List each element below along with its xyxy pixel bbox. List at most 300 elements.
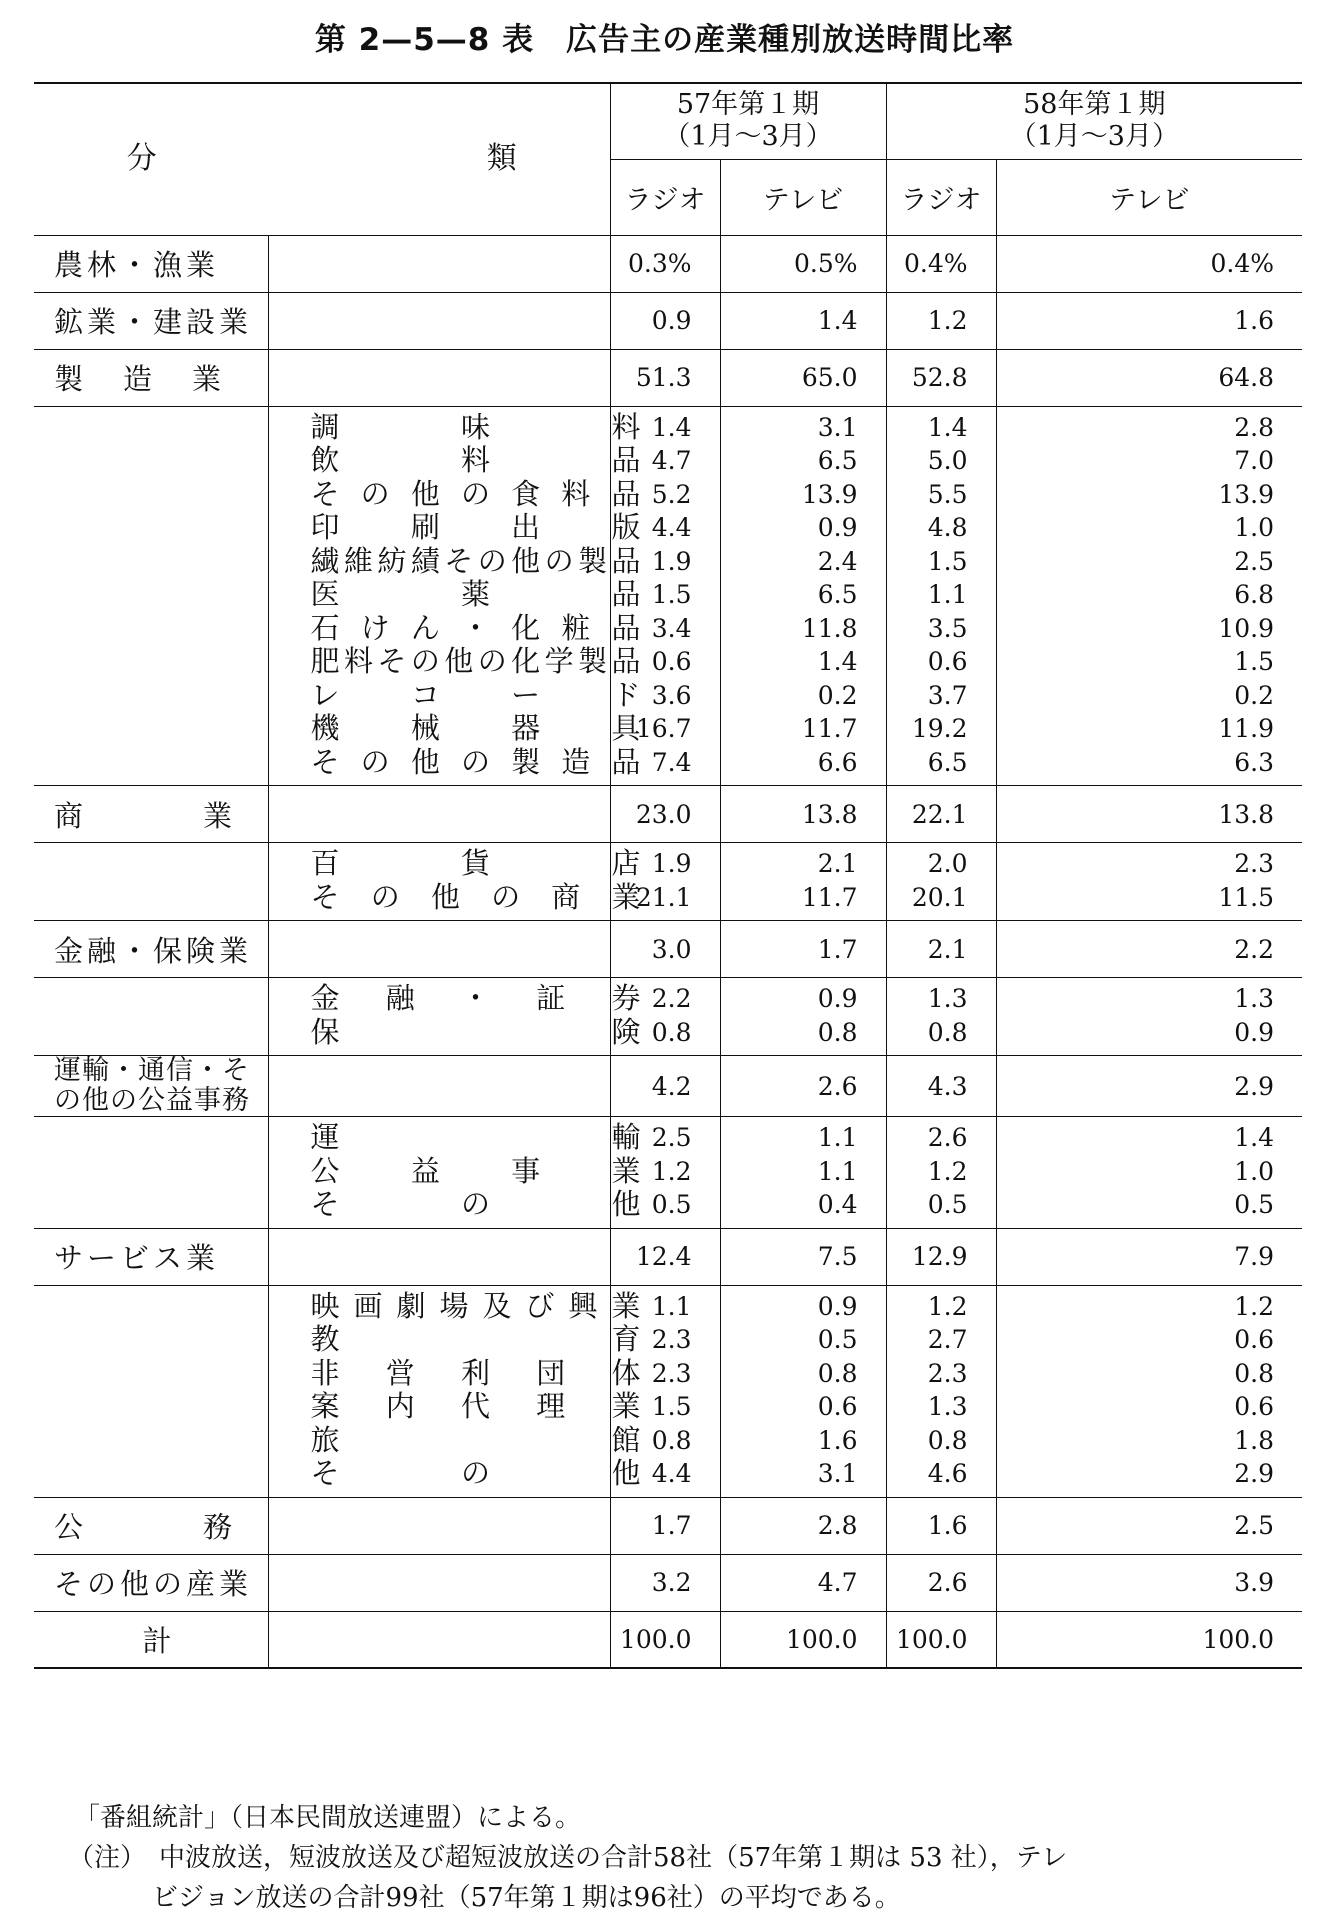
subcategory-char: 品 <box>611 644 641 678</box>
subcategory-char: 保 <box>310 1014 340 1049</box>
header-period-58 <box>886 83 1302 159</box>
value-cell: 1.3 <box>927 984 968 1013</box>
value-cell: 0.4% <box>886 235 996 292</box>
subcategory-char: 商 <box>551 879 581 914</box>
subcategory-char: 印 <box>310 510 340 544</box>
subcategory-char: 理 <box>536 1389 566 1423</box>
subcategory-item <box>311 612 641 646</box>
subcategory-char: 品 <box>611 610 641 645</box>
subcategory-item <box>311 444 641 478</box>
category-label: 農林・漁業 <box>54 248 220 282</box>
table-row <box>34 1554 1302 1611</box>
category-label: サービス業 <box>54 1241 220 1275</box>
subcategory-char: 料 <box>343 644 373 678</box>
subcategory-values <box>886 406 996 786</box>
subcategory-list <box>268 1117 641 1229</box>
value-cell: 1.5 <box>651 580 692 609</box>
subcategory-char: 化 <box>511 644 541 678</box>
value-cell: 2.6 <box>886 1554 996 1611</box>
subcategory-char: 興 <box>568 1288 598 1323</box>
subcategory-item <box>311 1016 641 1050</box>
subcategory-char: 品 <box>611 476 641 511</box>
subcategory-char: 利 <box>460 1355 490 1390</box>
category-label: 金融・保険業 <box>54 933 253 968</box>
value-cell: 7.9 <box>996 1228 1302 1285</box>
subcategory-item <box>311 881 641 915</box>
table-row <box>34 1611 1302 1668</box>
subcategory-item <box>311 712 641 746</box>
header-classification: 分 類 <box>126 141 517 177</box>
value-cell: 6.3 <box>1234 747 1275 777</box>
value-cell: 1.8 <box>1234 1425 1275 1455</box>
value-cell: 65.0 <box>720 349 886 406</box>
value-cell: 2.3 <box>1234 849 1275 878</box>
subcategory-char: ・ <box>460 610 490 645</box>
value-cell: 1.4 <box>720 292 886 349</box>
value-cell: 0.9 <box>1234 1017 1275 1047</box>
value-cell: 0.8 <box>927 1017 968 1047</box>
category-label: その他の産業 <box>54 1567 253 1601</box>
header-period-57 <box>610 83 886 159</box>
subcategory-char: 公 <box>310 1153 340 1188</box>
value-cell: 0.4 <box>817 1190 858 1219</box>
category-name <box>34 235 268 292</box>
value-cell: 0.5 <box>1234 1190 1275 1219</box>
subcategory-item <box>311 1390 641 1424</box>
value-cell: 13.9 <box>1218 479 1275 509</box>
subcategory-char: 業 <box>611 1288 641 1323</box>
category-name <box>34 292 268 349</box>
subcategory-item <box>311 1290 641 1324</box>
subcategory-char: の <box>370 879 400 914</box>
value-cell: 2.3 <box>651 1325 692 1354</box>
subcategory-char: 料 <box>460 443 490 477</box>
subcategory-char: 業 <box>611 1153 641 1188</box>
subcategory-char: 石 <box>310 610 340 645</box>
value-cell: 2.0 <box>927 849 968 878</box>
subcategory-item <box>311 1323 641 1357</box>
subcategory-char: 業 <box>611 1389 641 1423</box>
value-cell: 1.2 <box>651 1156 692 1186</box>
subcategory-item <box>311 679 641 713</box>
value-cell: 1.1 <box>817 1123 858 1152</box>
subcategory-char: 益 <box>410 1153 440 1188</box>
subcategory-char: 店 <box>611 846 641 880</box>
table-row <box>34 1497 1302 1554</box>
subcategory-values <box>996 978 1302 1056</box>
value-cell: 0.5% <box>720 235 886 292</box>
subcategory-char: 百 <box>310 846 340 880</box>
category-name <box>34 1554 268 1611</box>
subcategory-char: 他 <box>410 476 440 511</box>
subcategory-char: の <box>544 543 574 578</box>
subcategory-char: 案 <box>310 1389 340 1423</box>
category-name <box>34 1228 268 1285</box>
subcategory-cell <box>268 1228 610 1285</box>
subcategory-char: 造 <box>561 744 591 779</box>
subcategory-values <box>996 1117 1302 1229</box>
value-cell: 2.7 <box>927 1325 968 1354</box>
value-cell: 13.8 <box>720 786 886 843</box>
value-cell: 1.5 <box>651 1392 692 1421</box>
value-cell: 1.5 <box>1234 647 1275 676</box>
subcategory-char: 具 <box>611 711 641 745</box>
subcategory-char: 製 <box>578 543 608 578</box>
subcategory-item <box>311 645 641 679</box>
value-cell: 4.4 <box>651 1459 692 1488</box>
subcategory-char: 非 <box>310 1355 340 1390</box>
subcategory-item <box>311 411 641 445</box>
subcategory-char: の <box>460 1456 490 1490</box>
value-cell: 1.7 <box>610 1497 720 1554</box>
subcategory-spacer <box>34 843 268 921</box>
value-cell: 2.2 <box>996 921 1302 978</box>
subcategory-char: 学 <box>544 644 574 678</box>
value-cell: 0.6 <box>651 647 692 676</box>
value-cell: 0.2 <box>817 680 858 710</box>
subcategory-char: 品 <box>611 543 641 578</box>
value-cell: 6.5 <box>817 446 858 475</box>
value-cell: 6.5 <box>927 747 968 777</box>
subcategory-char: ー <box>511 677 541 712</box>
value-cell: 1.1 <box>927 580 968 609</box>
subcategory-char: 維 <box>343 543 373 578</box>
value-cell: 1.6 <box>886 1497 996 1554</box>
value-cell: 1.1 <box>651 1291 692 1321</box>
subcategory-char: 械 <box>410 711 440 745</box>
value-cell: 1.1 <box>817 1156 858 1186</box>
category-label: 運輸・通信・その他の公益事務 <box>54 1055 250 1116</box>
subcategory-values <box>996 1285 1302 1497</box>
value-cell: 19.2 <box>911 714 968 743</box>
value-cell: 2.3 <box>927 1358 968 1388</box>
table-row <box>34 786 1302 843</box>
value-cell: 7.5 <box>720 1228 886 1285</box>
subcategory-char: 業 <box>611 879 641 914</box>
value-cell: 3.1 <box>817 412 858 442</box>
subcategory-spacer <box>34 1285 268 1497</box>
subcategory-item <box>311 1357 641 1391</box>
value-cell: 6.5 <box>817 580 858 609</box>
value-cell: 2.4 <box>817 546 858 576</box>
subcategory-item <box>311 1424 641 1458</box>
subcategory-char: 調 <box>310 409 340 444</box>
header-media-57-tv: テレビ <box>720 159 886 235</box>
value-cell: 2.9 <box>996 1056 1302 1117</box>
value-cell: 1.2 <box>1234 1291 1275 1321</box>
value-cell: 1.4 <box>651 412 692 442</box>
table-body <box>34 83 1302 1668</box>
subcategory-char: 医 <box>310 577 340 611</box>
value-cell: 0.8 <box>817 1017 858 1047</box>
value-cell: 0.6 <box>1234 1392 1275 1421</box>
subcategory-values <box>996 843 1302 921</box>
value-cell: 22.1 <box>886 786 996 843</box>
value-cell: 4.4 <box>651 513 692 542</box>
subcategory-values <box>720 1285 886 1497</box>
subcategory-char: 化 <box>511 610 541 645</box>
subcategory-values <box>886 1285 996 1497</box>
subcategory-list <box>268 1285 641 1497</box>
category-name <box>34 349 268 406</box>
value-cell: 2.1 <box>817 849 858 878</box>
value-cell: 21.1 <box>635 882 692 912</box>
subcategory-char: の <box>360 476 390 511</box>
subcategory-char: 製 <box>511 744 541 779</box>
header-media-58-tv: テレビ <box>996 159 1302 235</box>
subcategory-char: 代 <box>460 1389 490 1423</box>
value-cell: 1.3 <box>927 1392 968 1421</box>
subcategory-char: 場 <box>439 1288 469 1323</box>
subcategory-char: 製 <box>578 644 608 678</box>
subcategory-char: の <box>477 543 507 578</box>
value-cell: 7.0 <box>1234 446 1275 475</box>
subcategory-char: 品 <box>611 744 641 779</box>
value-cell: 12.9 <box>886 1228 996 1285</box>
subcategory-block <box>34 406 1302 786</box>
subcategory-char: 他 <box>410 744 440 779</box>
value-cell: 6.8 <box>1234 580 1275 609</box>
subcategory-char: 機 <box>310 711 340 745</box>
value-cell: 11.7 <box>801 882 858 912</box>
value-cell: 64.8 <box>996 349 1302 406</box>
subcategory-char: 肥 <box>310 644 340 678</box>
category-label: 公務 <box>54 1510 353 1544</box>
subcategory-char: レ <box>310 677 340 712</box>
value-cell: 0.2 <box>1234 680 1275 710</box>
subcategory-char: 出 <box>511 510 541 544</box>
subcategory-values <box>886 843 996 921</box>
subcategory-char: の <box>460 1187 490 1221</box>
value-cell: 1.0 <box>1234 1156 1275 1186</box>
subcategory-char: け <box>360 610 390 645</box>
value-cell: 12.4 <box>610 1228 720 1285</box>
subcategory-list <box>268 843 641 921</box>
value-cell: 0.9 <box>817 513 858 542</box>
subcategory-values <box>720 978 886 1056</box>
value-cell: 2.6 <box>720 1056 886 1117</box>
subcategory-char: 運 <box>310 1120 340 1154</box>
value-cell: 1.2 <box>927 1291 968 1321</box>
value-cell: 0.6 <box>1234 1325 1275 1354</box>
subcategory-spacer <box>34 406 268 786</box>
value-cell: 3.5 <box>927 613 968 643</box>
subcategory-char: 育 <box>611 1322 641 1356</box>
subcategory-cell <box>268 921 610 978</box>
value-cell: 0.9 <box>817 984 858 1013</box>
subcategory-values <box>720 406 886 786</box>
broadcast-ratio-table <box>34 82 1302 1669</box>
value-cell: 1.4 <box>817 647 858 676</box>
value-cell: 13.8 <box>996 786 1302 843</box>
subcategory-char: 館 <box>611 1422 641 1457</box>
value-cell: 0.6 <box>817 1392 858 1421</box>
subcategory-char: 器 <box>511 711 541 745</box>
subcategory-char: そ <box>444 543 474 578</box>
value-cell: 0.4% <box>996 235 1302 292</box>
table-row <box>34 292 1302 349</box>
table-title: 第 2—5—8 表 広告主の産業種別放送時間比率 <box>314 22 1015 58</box>
value-cell: 0.5 <box>927 1190 968 1219</box>
subcategory-list <box>268 978 641 1056</box>
subcategory-char: 体 <box>611 1355 641 1390</box>
value-cell: 52.8 <box>886 349 996 406</box>
value-cell: 3.4 <box>651 613 692 643</box>
subcategory-cell <box>268 235 610 292</box>
value-cell: 4.6 <box>927 1459 968 1488</box>
subcategory-char: ん <box>410 610 440 645</box>
subcategory-values <box>886 1117 996 1229</box>
subcategory-char: び <box>525 1288 555 1323</box>
subcategory-char: 団 <box>536 1355 566 1390</box>
value-cell: 1.9 <box>651 546 692 576</box>
subcategory-char: そ <box>310 744 340 779</box>
subcategory-char: 料 <box>561 476 591 511</box>
value-cell: 2.5 <box>651 1123 692 1152</box>
category-label: 計 <box>142 1623 172 1658</box>
subcategory-list <box>268 406 641 786</box>
value-cell: 5.5 <box>927 479 968 509</box>
subcategory-char: 貨 <box>460 846 490 880</box>
subcategory-char: 版 <box>611 510 641 544</box>
value-cell: 2.9 <box>1234 1459 1275 1488</box>
value-cell: 100.0 <box>610 1611 720 1668</box>
value-cell: 4.3 <box>886 1056 996 1117</box>
subcategory-block <box>34 978 1302 1056</box>
value-cell: 23.0 <box>610 786 720 843</box>
value-cell: 10.9 <box>1218 613 1275 643</box>
subcategory-char: 味 <box>460 409 490 444</box>
subcategory-cell <box>268 292 610 349</box>
value-cell: 0.6 <box>927 647 968 676</box>
value-cell: 2.8 <box>1234 412 1275 442</box>
subcategory-cell <box>268 1611 610 1668</box>
value-cell: 100.0 <box>996 1611 1302 1668</box>
subcategory-item <box>311 1457 641 1491</box>
value-cell: 0.8 <box>1234 1358 1275 1388</box>
subcategory-char: コ <box>410 677 440 712</box>
subcategory-char: 飲 <box>310 443 340 477</box>
value-cell: 7.4 <box>651 747 692 777</box>
category-label: 商業 <box>54 798 353 833</box>
subcategory-char: 劇 <box>396 1288 426 1323</box>
value-cell: 20.1 <box>911 882 968 912</box>
value-cell: 0.8 <box>651 1425 692 1455</box>
subcategory-char: 他 <box>444 644 474 678</box>
subcategory-char: そ <box>310 1187 340 1221</box>
period-57-line2: （1月～3月） <box>663 121 833 153</box>
period-58-line2: （1月～3月） <box>1009 121 1179 153</box>
subcategory-spacer <box>34 978 268 1056</box>
value-cell: 0.8 <box>817 1358 858 1388</box>
subcategory-char: の <box>460 476 490 511</box>
value-cell: 1.4 <box>1234 1123 1275 1152</box>
subcategory-char: そ <box>310 1456 340 1490</box>
subcategory-char: ド <box>611 677 641 712</box>
value-cell: 100.0 <box>720 1611 886 1668</box>
notes <box>68 1798 1073 1918</box>
value-cell: 1.9 <box>651 849 692 878</box>
subcategory-values <box>886 978 996 1056</box>
category-name <box>34 1497 353 1554</box>
subcategory-char: 事 <box>511 1153 541 1188</box>
subcategory-char: 証 <box>536 981 566 1015</box>
note-line-1: （注） 中波放送，短波放送及び超短波放送の合計58社（57年第１期は 53 社），テレ <box>68 1843 1068 1873</box>
value-cell: 4.2 <box>610 1056 720 1117</box>
value-cell: 2.6 <box>927 1123 968 1152</box>
value-cell: 4.7 <box>651 446 692 475</box>
subcategory-char: 績 <box>410 543 440 578</box>
category-name <box>34 1056 268 1117</box>
category-name <box>34 786 353 843</box>
subcategory-item <box>311 982 641 1016</box>
subcategory-char: の <box>477 644 507 678</box>
value-cell: 0.5 <box>651 1190 692 1219</box>
subcategory-char: 教 <box>310 1322 340 1356</box>
table-row <box>34 235 1302 292</box>
subcategory-values <box>720 843 886 921</box>
value-cell: 1.2 <box>886 292 996 349</box>
value-cell: 11.5 <box>1218 882 1275 912</box>
category-name <box>34 1611 268 1668</box>
subcategory-char: 映 <box>310 1288 340 1323</box>
subcategory-char: 他 <box>611 1456 641 1490</box>
subcategory-char: 険 <box>611 1014 641 1049</box>
category-label: 鉱業・建設業 <box>54 305 253 339</box>
subcategory-char: 他 <box>611 1187 641 1221</box>
subcategory-block <box>34 1117 1302 1229</box>
subcategory-cell <box>268 349 610 406</box>
subcategory-char: 券 <box>611 981 641 1015</box>
subcategory-char: 融 <box>385 981 415 1015</box>
value-cell: 0.9 <box>610 292 720 349</box>
value-cell: 11.9 <box>1218 714 1275 743</box>
subcategory-char: 内 <box>385 1389 415 1423</box>
value-cell: 1.2 <box>927 1156 968 1186</box>
subcategory-char: の <box>410 644 440 678</box>
value-cell: 2.1 <box>886 921 996 978</box>
subcategory-item <box>311 1121 641 1155</box>
subcategory-char: そ <box>310 476 340 511</box>
subcategory-item <box>311 511 641 545</box>
value-cell: 3.7 <box>927 680 968 710</box>
value-cell: 100.0 <box>886 1611 996 1668</box>
subcategory-block <box>34 1285 1302 1497</box>
subcategory-char: 繊 <box>310 543 340 578</box>
value-cell: 1.4 <box>927 412 968 442</box>
value-cell: 1.5 <box>927 546 968 576</box>
value-cell: 6.6 <box>817 747 858 777</box>
value-cell: 4.7 <box>720 1554 886 1611</box>
subcategory-item <box>311 1155 641 1189</box>
subcategory-cell <box>268 1056 610 1117</box>
value-cell: 0.3% <box>610 235 720 292</box>
subcategory-spacer <box>34 1117 268 1229</box>
value-cell: 0.8 <box>927 1425 968 1455</box>
value-cell: 2.3 <box>651 1358 692 1388</box>
value-cell: 11.7 <box>801 714 858 743</box>
subcategory-char: ・ <box>460 981 490 1015</box>
subcategory-cell <box>268 1554 610 1611</box>
value-cell: 4.8 <box>927 513 968 542</box>
subcategory-char: 画 <box>353 1288 383 1323</box>
period-57-line1: 57年第１期 <box>676 89 820 121</box>
value-cell: 1.0 <box>1234 513 1275 542</box>
subcategory-block <box>34 843 1302 921</box>
value-cell: 2.8 <box>720 1497 886 1554</box>
note-line-2: ビジョン放送の合計99社（57年第１期は96社）の平均である。 <box>152 1883 901 1913</box>
subcategory-item <box>311 847 641 881</box>
